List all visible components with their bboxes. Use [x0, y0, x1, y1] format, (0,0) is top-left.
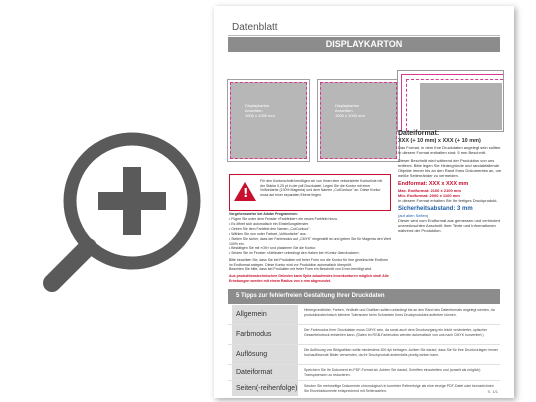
page-number: S. 1/1	[487, 389, 498, 394]
tips-heading: 5 Tipps zur fehlerfreien Gestaltung Ihrer Druckdaten	[228, 289, 500, 304]
safe-distance-heading: Sicherheitsabstand: 3 mm	[398, 206, 473, 212]
body-line-1: • Fügen Sie unter dem Fenster »Farbfelder« ein neues Farbfeld hinzu.	[229, 217, 338, 221]
preview-back-label: Displaykarton Ansichten 1000 x 1000 mm	[335, 103, 365, 118]
preview-back	[320, 82, 397, 159]
format-value: XXX (+ 10 mm) x XXX (+ 10 mm)	[398, 138, 481, 144]
body-line-9: Beachten Sie bitte, dass bei Produkten mit freier Form ein Beschnitt von 5 mm benötigt wird.	[229, 267, 373, 271]
format-heading: Dateiformat:	[398, 130, 440, 137]
tip-row	[228, 345, 500, 365]
tip-text: Speichern Sie Ihr Dokument im PDF-Format ab. Achten Sie darauf, Schriften einzubetten und (soweit als möglich) Transparenzen zu reduzieren.	[304, 368, 481, 377]
tip-label: Allgemein	[232, 305, 298, 324]
tip-label: Farbmodus	[232, 325, 298, 344]
header-rule	[228, 35, 500, 36]
warning-icon	[234, 182, 256, 201]
body-line-0: Vorgehensweise bei Adobe Programmen:	[229, 212, 298, 216]
body-line-5: • Stellen Sie sicher, dass der Farbmodus auf „CMYK" eingestellt ist und geben Sie für Magenta den Wert 100% ein.	[229, 237, 391, 246]
tip-row	[228, 365, 500, 381]
warning-icon-glyph: !	[243, 186, 249, 200]
format-intro: Das Format, in dem Ihre Druckdaten angelegt sein sollten. In diesem Format enthalten sind: 5 mm Beschnitt.	[398, 145, 502, 155]
tip-label: Auflösung	[232, 345, 298, 364]
warning-text: Für den Konturschnitt benötigen wir von Ihnen eine vektorisierte Konturlinie mit der Stärke 0,25 pt in der pdf-Druckdatei. Legen Sie die Kontur mit einer Volltonfarbe (100% Magenta) und dem Namen „CutContour" an. Diese Kontur muss auf einer separaten Ebene liegen.	[260, 179, 383, 197]
datasheet-page	[214, 6, 514, 398]
body-line-7: • Setzen Sie im Fenster »Attribute« unbedingt den Haken bei »Kontur überdrucken«.	[229, 251, 361, 255]
tip-text: Hintergrundbilder, Farben, Verläufe und Grafiken sollten unbedingt bis an den Rand des Datenformats angelegt werden, da produktionstechnisch kleinere Toleranzen beim Schneiden Ihres Druckproduktes auftreten können.	[304, 308, 495, 317]
safe-distance-sub: (auf allen Seiten)	[398, 213, 429, 218]
body-line-8: Bitte beachten Sie, dass Sie bei Produkten mit freier Form nur die Kontur für Ihre gewünschte Endform im Endformat anlegen. Diese Kontur wird vor Produktion automatisch überprüft.	[229, 258, 388, 267]
bleed-corner-diagram	[397, 70, 504, 132]
tip-row	[228, 325, 500, 345]
tip-text: Der Farbmodus Ihrer Druckdaten muss CMYK sein, da sonst auch dem Druckvorgang ein leicht veränderter, optischer Gesamteindruck entstehen kann. (Daten im RGB-Farbmodus werden automatisch von uns nach CMYK konvertiert.)	[304, 328, 488, 337]
format-info	[398, 130, 504, 233]
body-line-6: • Bestätigen Sie mit »OK« und platzieren Sie die Kontur.	[229, 246, 317, 250]
end-format-min: Min. Endformat: 2000 x 1100 mm	[398, 193, 460, 198]
body-warning-red: Aus produktionstechnischen Gründen kann Spitz zulaufendes Innenkonturen möglich sind! Alle Erhebungen werden mit einem Radius von x mm abgerundet.	[229, 274, 389, 283]
zoom-in-icon[interactable]	[30, 115, 220, 305]
tip-label: Dateiformat	[232, 365, 298, 380]
format-note: Dieser Beschnitt wird während der Produktion von uns entfernt. Bitte legen Sie Hintergründe und randabfallende Objekte immer bis an den Rand Ihres Dokumentes an, um weiße Seitenränder zu vermeiden.	[398, 158, 502, 178]
body-line-4: • Wählen Sie nun unter Farbart „Volltonfarbe" aus.	[229, 232, 307, 236]
contour-warning-box	[229, 174, 391, 211]
body-line-2: • Es öffnet sich automatisch ein Einstellungsfenster.	[229, 222, 309, 226]
zoom-handle	[52, 247, 88, 283]
body-line-3: • Geben Sie dem Farbfeld den Namen „CutContour".	[229, 227, 311, 231]
tip-text: Die Auflösung von Bildgrafiken sollte mindestens 300 dpi betragen. Achten Sie darauf, dass Sie für Ihre Druckvorlagen immer hochauflösende Bilder verwenden, da Ihr Druckprodukt andernfalls pixelig wirken kann.	[304, 348, 498, 357]
safe-distance-note: Dieser wird vom Endformat aus gemessen und verhindert unerwünschten Anschnitt Ihrer Texte und Informationen während der Produktion.	[398, 218, 501, 233]
product-title-band: DISPLAYKARTON	[228, 37, 500, 52]
preview-front	[230, 82, 307, 159]
end-format-note: In diesem Format erhalten Sie Ihr fertiges Druckprodukt.	[398, 198, 498, 203]
preview-front-label: Displaykarton Ansichten 1000 x 1000 mm	[245, 103, 275, 118]
header-label: Datenblatt	[232, 22, 278, 33]
tip-row	[228, 381, 500, 396]
plus-horizontal	[98, 192, 166, 210]
tip-text: Senden Sie mehrseitige Dokumente chronologisch in korrekter Reihenfolge als eine einzige PDF-Datei oder kennzeichnen Sie Einzeldokumente entsprechend mit Seitenzahlen.	[304, 384, 494, 393]
tip-label: Seiten(-reihenfolge)	[232, 381, 298, 396]
tip-row	[228, 305, 500, 325]
end-format-heading: Endformat: XXX x XXX mm	[398, 181, 469, 187]
safe-area	[420, 83, 502, 130]
end-format-max: Max. Endformat: 2100 x 2100 mm	[398, 188, 461, 193]
